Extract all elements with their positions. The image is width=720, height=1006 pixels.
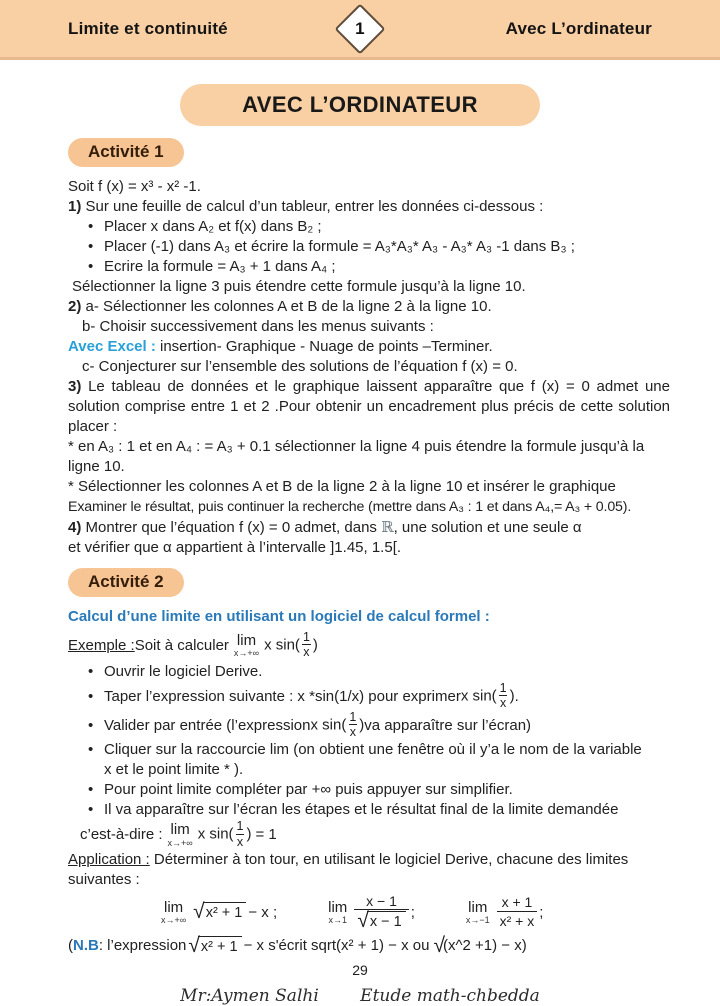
question-text: c- Conjecturer sur l’ensemble des solutions de l’équation f (x) = 0. (82, 358, 518, 375)
sqrt-sign: √ (188, 933, 200, 957)
note-text: Examiner le résultat, puis continuer la recherche (mettre dans A₃ : 1 et dans A₄,= A₃ + 0.05). (68, 499, 632, 515)
list-item (88, 740, 670, 760)
limit-operator: lim x→1 (328, 898, 348, 926)
math-text: ) (312, 636, 318, 654)
fraction-denominator: x (236, 834, 244, 849)
conclusion-equals: = 1 (255, 826, 277, 844)
header-band (0, 0, 720, 60)
nb-label: N.B (73, 937, 99, 955)
fraction-denominator (354, 909, 408, 931)
sqrt-radicand: x² + 1 (203, 902, 247, 922)
question-number: 1) (68, 198, 82, 215)
list-item (88, 217, 670, 237)
bullet-text: Taper l’expression suivante : x *sin(1/x) pour exprimer (104, 687, 461, 705)
page-title: AVEC L’ORDINATEUR (180, 84, 540, 126)
bullet-text: Il va apparaître sur l’écran les étapes et le résultat final de la limite demandée (104, 801, 619, 819)
excel-text: insertion- Graphique - Nuage de points –Terminer. (155, 338, 493, 355)
math-x-sin-expression (311, 711, 365, 740)
math-text: ) (359, 716, 365, 734)
application-label: Application : (68, 850, 150, 868)
fraction-denominator: x (303, 645, 310, 660)
question-4-line2 (68, 538, 670, 558)
list-item (88, 800, 670, 820)
question-text: Montrer que l’équation f (x) = 0 admet, dans (81, 519, 382, 536)
nb-text: : l’expression (98, 937, 187, 955)
section-heading-text: Calcul d’une limite en utilisant un logiciel de calcul formel : (68, 608, 490, 625)
bullet-icon: • (88, 801, 94, 819)
activity1-label: Activité 1 (68, 138, 184, 167)
sqrt-sign: √ (357, 909, 369, 933)
question-number: 2) (68, 298, 82, 315)
math-text: ) (246, 825, 252, 843)
question-text: b- Choisir successivement dans les menus suivants : (82, 318, 434, 335)
math-x-sin-expression (198, 820, 252, 849)
conclusion-text: c’est-à-dire : (80, 826, 163, 844)
math-text: x sin( (460, 687, 497, 705)
fraction (354, 894, 408, 932)
chapter-number-badge (335, 3, 386, 54)
sqrt-sign: √ (433, 933, 445, 957)
limit-expression-2 (323, 894, 415, 932)
bullet-icon: • (88, 716, 94, 734)
bullet-text: Pour point limite compléter par +∞ puis appuyer sur simplifier. (104, 781, 513, 799)
math-text: x sin( (264, 636, 300, 654)
nb-line (68, 933, 670, 957)
limit-operator: lim x→+∞ (161, 898, 187, 926)
fraction-denominator: x (349, 725, 356, 740)
real-numbers-symbol: ℝ (381, 518, 394, 536)
limit-expression-1 (156, 900, 277, 926)
application-line (68, 850, 670, 890)
note-text: * Sélectionner les colonnes A et B de la ligne 2 à la ligne 10 et insérer le graphique (68, 478, 616, 495)
intro-line (68, 177, 670, 197)
question-text: et vérifier que α appartient à l’intervalle ]1.45, 1.5[. (68, 539, 402, 556)
list-item (88, 711, 670, 740)
fraction-denominator: x² + x (497, 911, 538, 930)
sqrt-radicand: x − 1 (367, 911, 406, 931)
list-item-continuation (104, 760, 670, 780)
examine-line (68, 497, 670, 517)
question-3 (68, 377, 670, 437)
limit-operator: lim x→+∞ (167, 821, 193, 848)
question-text: a- Sélectionner les colonnes A et B de la ligne 2 à la ligne 10. (81, 298, 492, 315)
math-text: ) (509, 687, 515, 705)
question-text: Sur une feuille de calcul d’un tableur, entrer les données ci-dessous : (81, 198, 544, 215)
question-number: 4) (68, 519, 82, 536)
sqrt-expression (193, 902, 246, 922)
header-left-title: Limite et continuité (68, 18, 228, 38)
page-number: 29 (352, 961, 368, 978)
fraction-numerator: 1 (349, 710, 357, 725)
signature-brand: Etude math-chbedda (360, 985, 540, 1006)
chapter-number: 1 (355, 18, 365, 38)
bullet-icon: • (88, 781, 94, 799)
sqrt-sign: √ (193, 900, 205, 924)
question-text: , une solution et une seule α (393, 519, 582, 536)
math-text: x sin( (310, 716, 347, 734)
sqrt-expression (357, 911, 405, 931)
limits-row (156, 894, 670, 932)
application-text: Déterminer à ton tour, en utilisant le logiciel Derive, chacune des limites suivantes : (68, 850, 629, 888)
bullet-text: x et le point limite * ). (104, 761, 244, 779)
bullet-text: va apparaître sur l’écran) (364, 716, 532, 734)
signature (0, 986, 720, 1006)
bullet-text: . (514, 687, 519, 705)
list-item (88, 257, 670, 277)
math-x-sin-expression (264, 631, 318, 660)
math-text: − x ; (248, 904, 278, 922)
note-text: * en A₃ : 1 et en A₄ : = A₃ + 0.1 sélectionner la ligne 4 puis étendre la formule jusqu’à la ligne 10. (68, 438, 645, 475)
fraction-numerator: 1 (302, 630, 310, 644)
excel-line (68, 337, 670, 357)
excel-label: Avec Excel : (68, 338, 156, 355)
question-2c (82, 357, 670, 377)
math-x-sin-expression (461, 682, 515, 711)
question-text: Le tableau de données et le graphique laissent apparaître que f (x) = 0 admet une solution comprise entre 1 et 2 .Pour obtenir un encadrement plus précis de cette solution placer : (68, 378, 670, 435)
bullet-icon: • (88, 741, 94, 759)
nb-text: (x^2 +1) − x) (442, 937, 527, 955)
signature-author: Mr:Aymen Salhi (180, 985, 319, 1006)
list-item (88, 682, 670, 711)
fraction-numerator: 1 (499, 681, 507, 696)
fraction (348, 711, 357, 740)
sqrt-expression (188, 933, 241, 957)
fraction (236, 820, 245, 849)
header-right-title: Avec L’ordinateur (505, 18, 652, 38)
section-heading (68, 607, 670, 627)
sqrt-radicand: x² + 1 (198, 936, 242, 956)
bullet-icon: • (88, 238, 94, 255)
bullet-text: Cliquer sur la raccourcie lim (on obtient une fenêtre où il y’a le nom de la variable (104, 741, 642, 759)
page-content (0, 138, 720, 956)
bullet-icon: • (88, 663, 94, 681)
bullet-text: Ouvrir le logiciel Derive. (104, 663, 263, 681)
limit-operator: lim x→−1 (465, 898, 490, 926)
star-note-1 (68, 437, 670, 477)
fraction-numerator: 1 (236, 819, 244, 834)
fraction (497, 895, 538, 929)
conclusion-line (80, 820, 670, 849)
bullet-text: Placer x dans A₂ et f(x) dans B₂ ; (104, 218, 322, 235)
activity2-label: Activité 2 (68, 568, 184, 597)
bullet-text: Placer (-1) dans A₃ et écrire la formule = A₃*A₃* A₃ - A₃* A₃ -1 dans B₃ ; (104, 238, 575, 255)
fraction-numerator: x + 1 (501, 894, 533, 911)
question-2a (68, 297, 670, 317)
extend-line (72, 277, 670, 297)
math-text: ; (539, 904, 544, 922)
bullet-icon: • (88, 218, 94, 235)
example-line (68, 631, 670, 660)
question-1 (68, 197, 670, 217)
fraction (499, 682, 508, 711)
list-item (88, 662, 670, 682)
intro-text: Soit f (x) = x³ - x² -1. (68, 178, 201, 195)
extend-text: Sélectionner la ligne 3 puis étendre cette formule jusqu’à la ligne 10. (72, 278, 526, 295)
limit-operator: lim x→+∞ (233, 631, 260, 659)
fraction (302, 631, 311, 660)
example-text: Soit à calculer (134, 637, 229, 655)
question-number: 3) (68, 378, 82, 395)
bullet-text: Valider par entrée (l’expression (104, 716, 311, 734)
fraction-denominator: x (500, 696, 507, 711)
question-2b (82, 317, 670, 337)
limit-expression-3 (461, 895, 544, 929)
fraction-numerator: x − 1 (366, 892, 397, 909)
bullet-icon: • (88, 687, 94, 705)
star-note-2 (68, 477, 670, 497)
list-item (88, 237, 670, 257)
math-text: ; (410, 904, 415, 922)
list-item (88, 780, 670, 800)
example-label: Exemple : (68, 637, 135, 655)
bullet-icon: • (88, 258, 94, 275)
nb-open: ( (68, 937, 73, 955)
question-4 (68, 517, 670, 538)
math-text: x sin( (197, 825, 234, 843)
nb-text: − x s'écrit sqrt(x² + 1) − x ou (243, 937, 430, 955)
bullet-text: Ecrire la formule = A₃ + 1 dans A₄ ; (104, 258, 336, 275)
